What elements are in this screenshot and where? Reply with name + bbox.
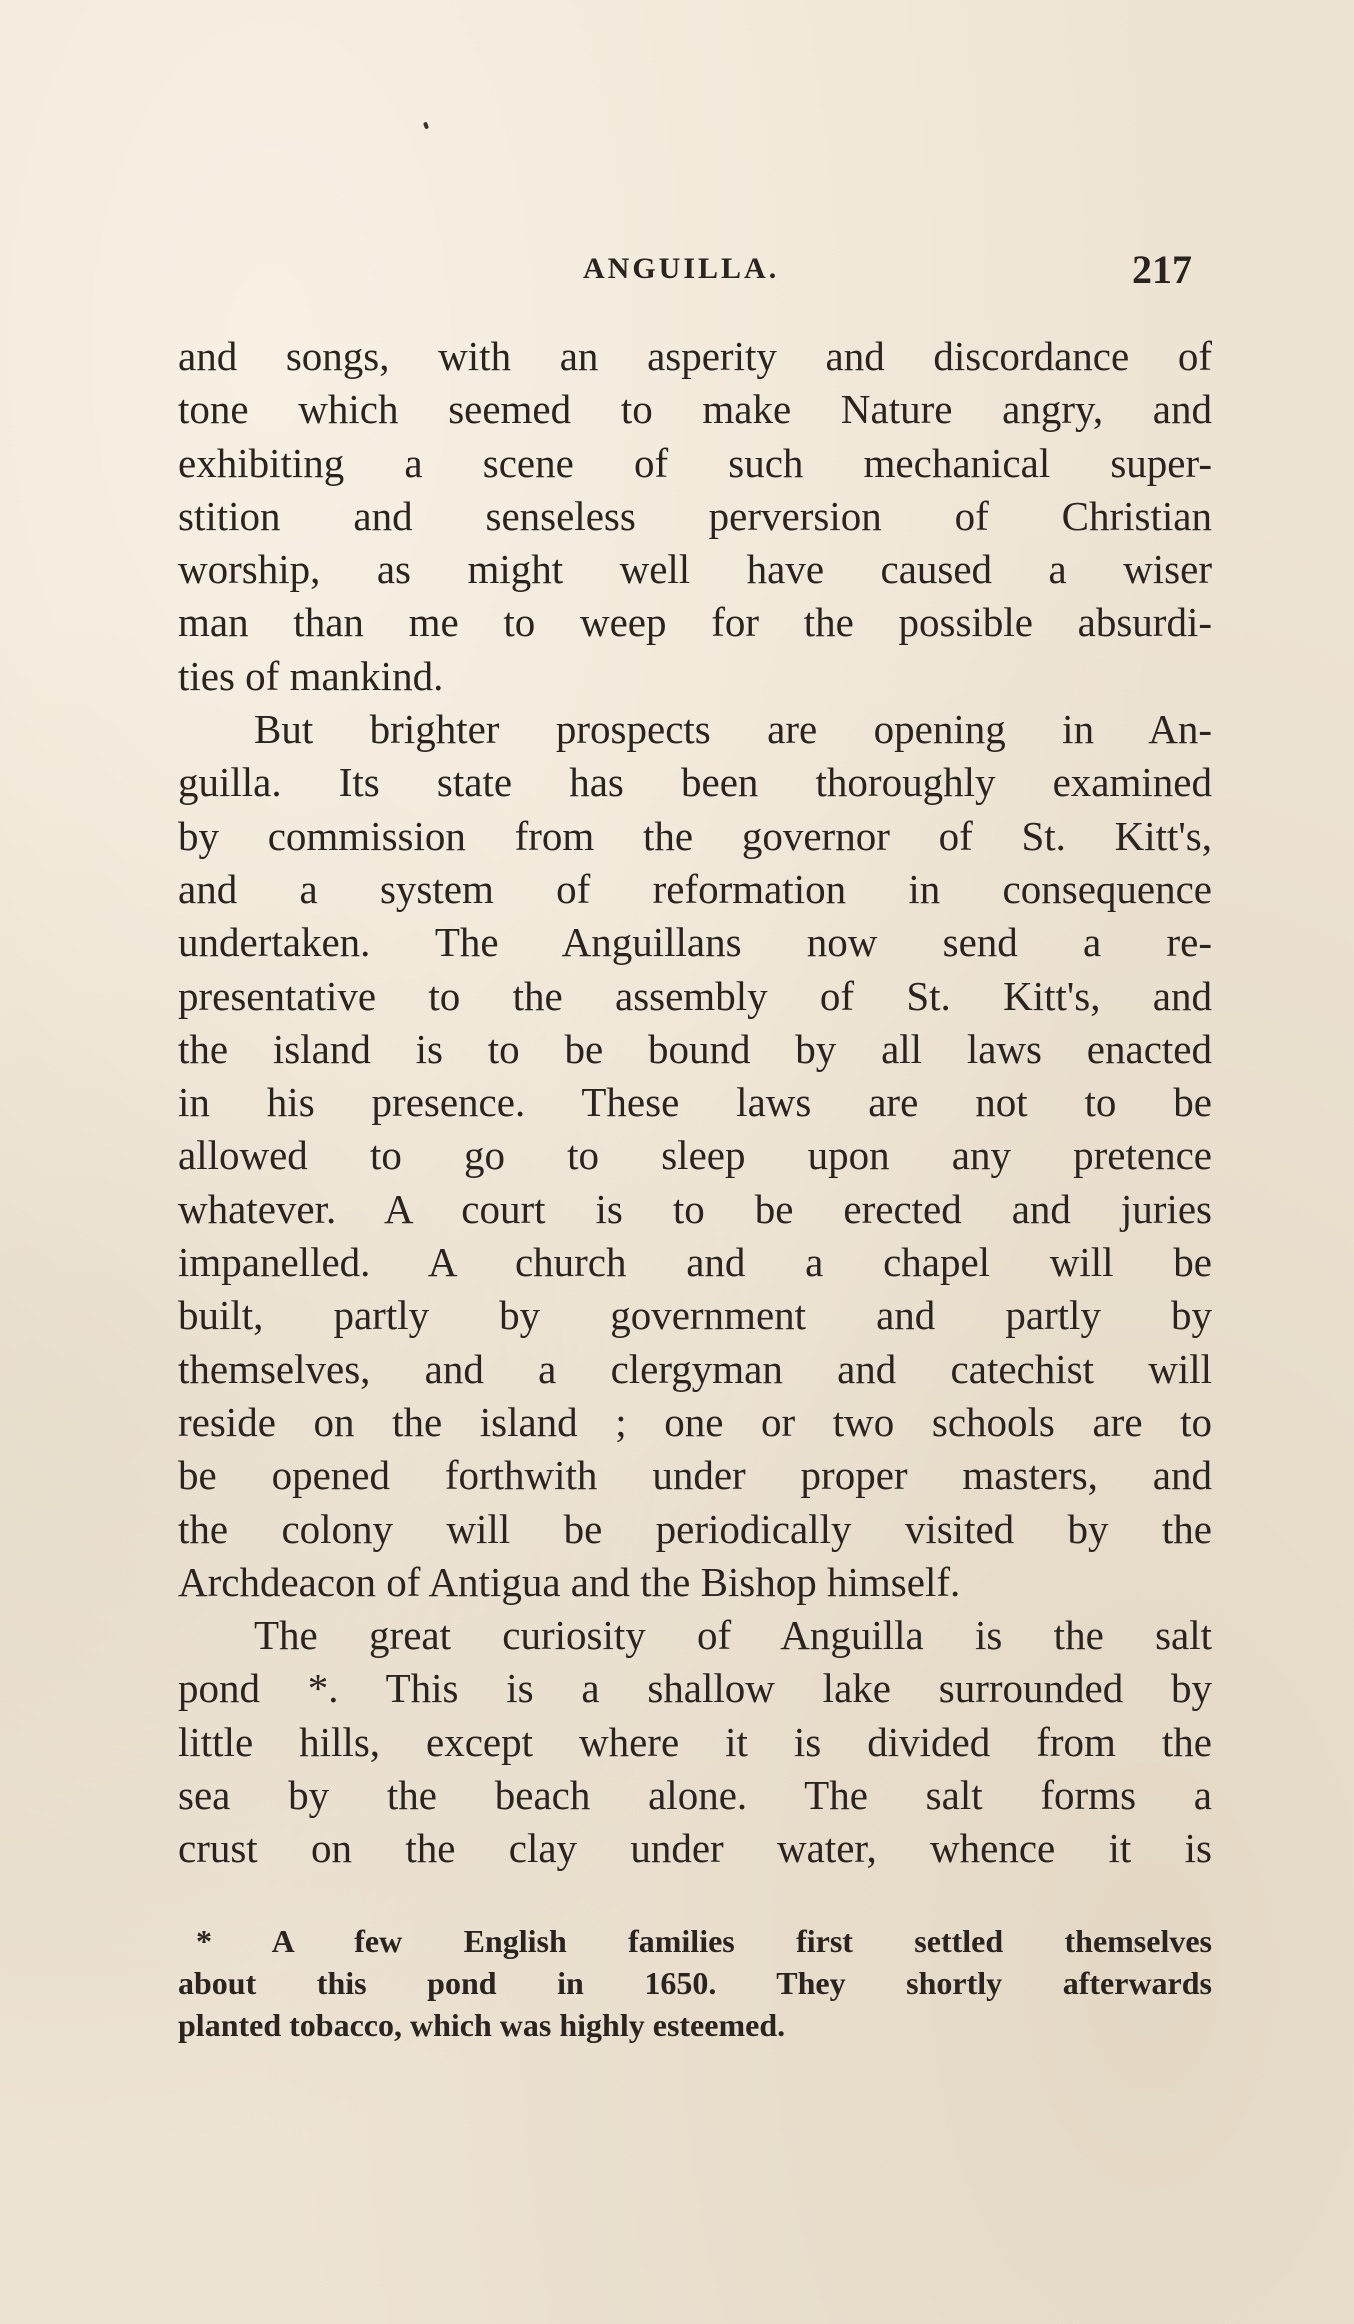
page-number: 217: [1132, 247, 1192, 292]
text-line: whatever. A court is to be erected and juries: [178, 1185, 1212, 1232]
text-line: pond *. This is a shallow lake surrounded by: [178, 1665, 1212, 1712]
footnote-line: * A few English families first settled themselves: [196, 1923, 1212, 1959]
text-line: worship, as might well have caused a wiser: [178, 546, 1212, 593]
text-line: But brighter prospects are opening in An-: [254, 706, 1212, 753]
text-line: The great curiosity of Anguilla is the salt: [254, 1612, 1212, 1659]
text-line: undertaken. The Anguillans now send a re-: [178, 919, 1212, 966]
text-line: man than me to weep for the possible absurdi-: [178, 599, 1212, 646]
text-line: tone which seemed to make Nature angry, and: [178, 386, 1212, 433]
text-line: built, partly by government and partly by: [178, 1292, 1212, 1339]
text-line: the colony will be periodically visited by the: [178, 1505, 1212, 1552]
footnote: [178, 1920, 1212, 2046]
footnote-line: planted tobacco, which was highly esteemed.: [178, 2007, 786, 2043]
running-head: [0, 247, 1354, 292]
text-line: allowed to go to sleep upon any pretence: [178, 1132, 1212, 1179]
text-line: Archdeacon of Antigua and the Bishop himself.: [178, 1558, 961, 1605]
text-line: be opened forthwith under proper masters, and: [178, 1452, 1212, 1499]
text-line: stition and senseless perversion of Christian: [178, 492, 1212, 539]
text-line: crust on the clay under water, whence it is: [178, 1825, 1212, 1872]
text-line: guilla. Its state has been thoroughly examined: [178, 759, 1212, 806]
footnote-line: about this pond in 1650. They shortly afterwards: [178, 1965, 1212, 2001]
text-line: ties of mankind.: [178, 652, 444, 699]
text-line: impanelled. A church and a chapel will be: [178, 1239, 1212, 1286]
text-line: the island is to be bound by all laws enacted: [178, 1025, 1212, 1072]
text-line: little hills, except where it is divided from the: [178, 1718, 1212, 1765]
text-line: and songs, with an asperity and discordance of: [178, 333, 1212, 379]
text-line: by commission from the governor of St. Kitt's,: [178, 812, 1212, 859]
text-line: reside on the island ; one or two schools are to: [178, 1398, 1212, 1445]
text-line: exhibiting a scene of such mechanical super-: [178, 439, 1212, 486]
body-text: [178, 330, 1212, 1876]
text-line: themselves, and a clergyman and catechist will: [178, 1345, 1212, 1392]
text-line: sea by the beach alone. The salt forms a: [178, 1772, 1212, 1819]
running-title: ANGUILLA.: [583, 252, 780, 285]
ink-speck: [423, 122, 429, 130]
text-line: in his presence. These laws are not to be: [178, 1079, 1212, 1126]
text-line: and a system of reformation in consequence: [178, 865, 1212, 912]
text-line: presentative to the assembly of St. Kitt's, and: [178, 972, 1212, 1019]
